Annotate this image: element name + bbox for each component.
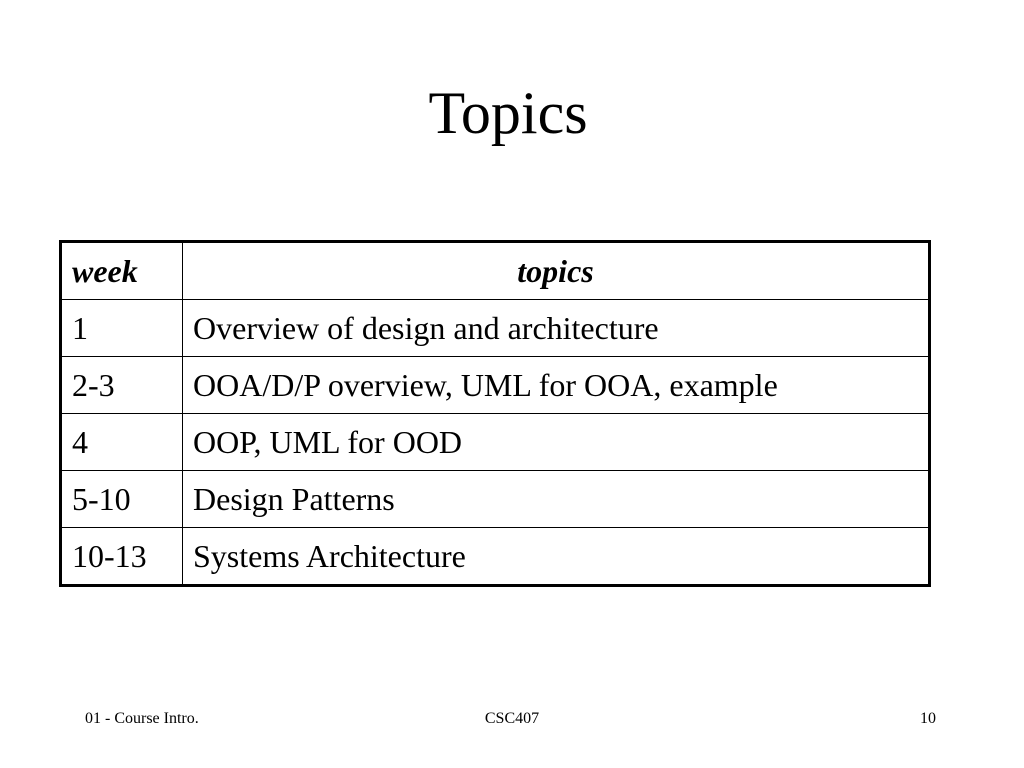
table-row (61, 357, 930, 414)
table-row (61, 414, 930, 471)
topic-cell: Overview of design and architecture (183, 300, 930, 357)
week-cell: 10-13 (61, 528, 183, 586)
topic-cell: OOA/D/P overview, UML for OOA, example (183, 357, 930, 414)
topic-cell: OOP, UML for OOD (183, 414, 930, 471)
table-row (61, 528, 930, 586)
slide-title: Topics (428, 80, 588, 146)
week-cell: 2-3 (61, 357, 183, 414)
topics-table (59, 240, 931, 587)
week-cell: 5-10 (61, 471, 183, 528)
topic-cell: Design Patterns (183, 471, 930, 528)
header-week: week (61, 242, 183, 300)
table-row (61, 300, 930, 357)
footer-page-number: 10 (920, 710, 936, 727)
header-topics: topics (183, 242, 930, 300)
week-cell: 1 (61, 300, 183, 357)
topic-cell: Systems Architecture (183, 528, 930, 586)
table-row (61, 471, 930, 528)
table-header-row (61, 242, 930, 300)
footer-course-code: CSC407 (484, 710, 540, 727)
footer-course-label: 01 - Course Intro. (85, 710, 199, 727)
week-cell: 4 (61, 414, 183, 471)
